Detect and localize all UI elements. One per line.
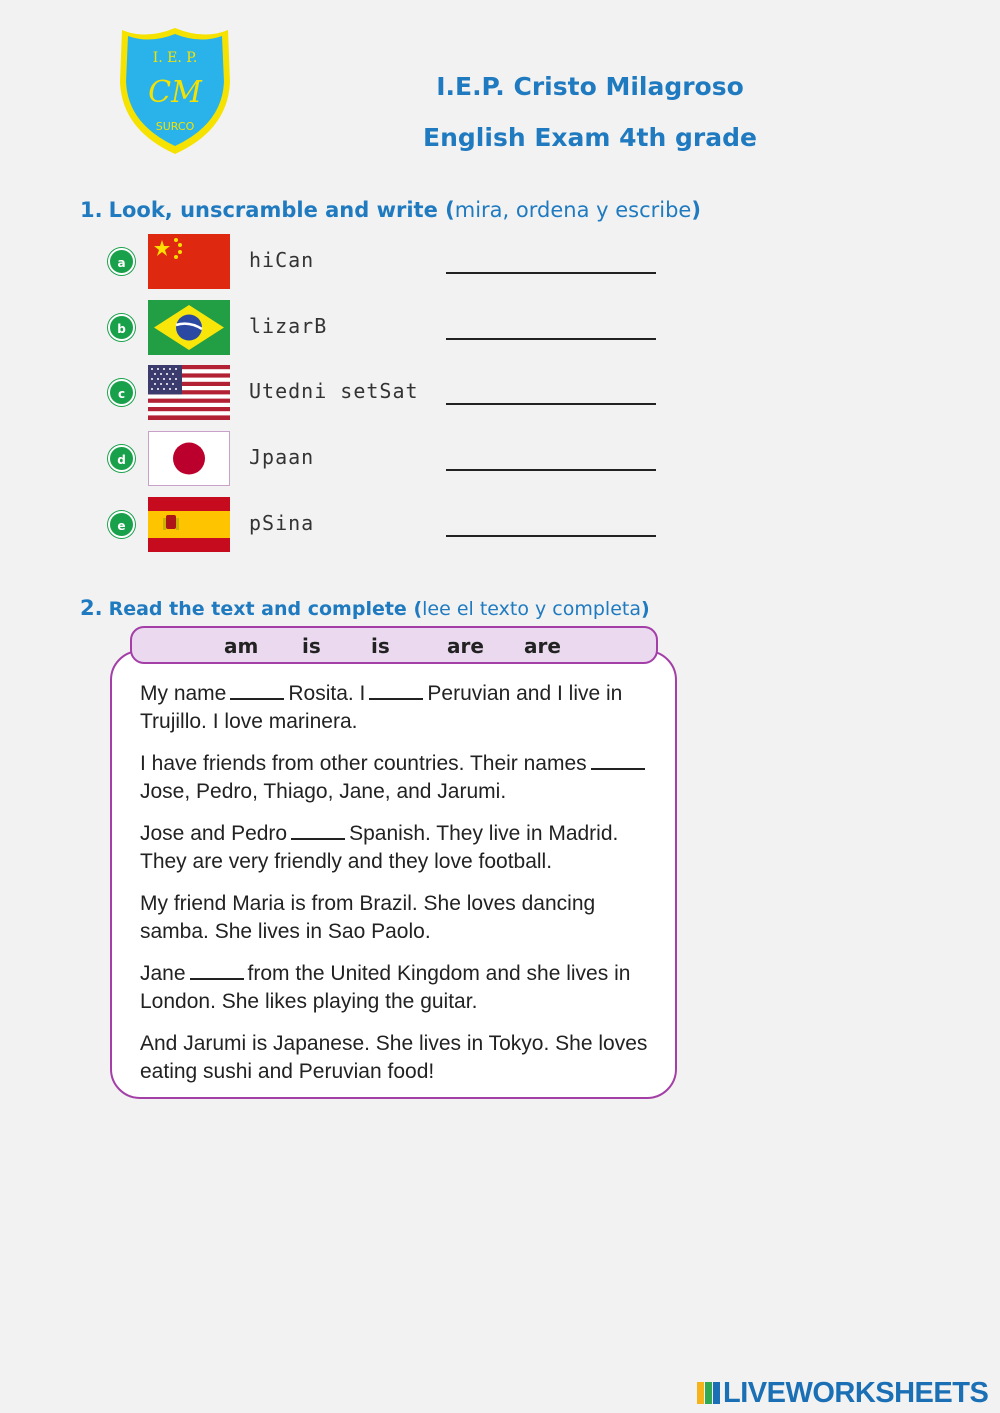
scrambled-word: Jpaan — [249, 445, 315, 469]
scrambled-word: lizarB — [249, 314, 328, 338]
scrambled-word: Utedni setSat — [249, 379, 419, 403]
word-bank — [130, 626, 658, 664]
word-bank-word: is — [371, 634, 390, 658]
word-bank-word: are — [524, 634, 561, 658]
liveworksheets-mark-icon — [697, 1380, 721, 1406]
item-letter-badge: d — [108, 445, 135, 472]
answer-field[interactable] — [446, 272, 656, 274]
scrambled-word: hiCan — [249, 248, 315, 272]
unscramble-item — [108, 234, 668, 290]
spain-flag-icon — [148, 497, 230, 552]
word-bank-word: am — [224, 634, 259, 658]
blank-field[interactable] — [230, 682, 284, 700]
unscramble-item — [108, 431, 668, 487]
item-letter-badge: c — [108, 379, 135, 406]
blank-field[interactable] — [591, 752, 645, 770]
china-flag-icon — [148, 234, 230, 289]
svg-text:I. E. P.: I. E. P. — [152, 50, 198, 66]
word-bank-word: are — [447, 634, 484, 658]
liveworksheets-wordmark: LIVEWORKSHEETS — [723, 1376, 989, 1409]
answer-field[interactable] — [446, 535, 656, 537]
unscramble-item — [108, 365, 668, 421]
paragraph-jarumi: And Jarumi is Japanese. She lives in Tokyo. She loves eating sushi and Peruvian food! — [140, 1032, 648, 1083]
svg-text:SURCO: SURCO — [155, 120, 195, 133]
paragraph-jose-pedro: Jose and Pedro Spanish. They live in Madrid. They are very friendly and they love football. — [140, 822, 619, 873]
blank-field[interactable] — [291, 822, 345, 840]
answer-field[interactable] — [446, 469, 656, 471]
item-letter-badge: e — [108, 511, 135, 538]
paragraph-jane: Jane from the United Kingdom and she lives in London. She likes playing the guitar. — [140, 962, 631, 1013]
paragraph-rosita: My name Rosita. I Peruvian and I live in Trujillo. I love marinera. — [140, 682, 623, 733]
paragraph-maria: My friend Maria is from Brazil. She loves dancing samba. She lives in Sao Paolo. — [140, 892, 596, 943]
blank-field[interactable] — [369, 682, 423, 700]
liveworksheets-logo — [697, 1378, 988, 1408]
japan-flag-icon — [148, 431, 230, 486]
unscramble-item — [108, 497, 668, 553]
exercise-1-title: 1. Look, unscramble and write (mira, ordena y escribe) — [80, 198, 701, 222]
school-name: I.E.P. Cristo Milagroso — [436, 72, 744, 101]
item-letter-badge: a — [108, 248, 135, 275]
brazil-flag-icon — [148, 300, 230, 355]
svg-text:CM: CM — [148, 75, 202, 110]
unscramble-item — [108, 300, 668, 356]
exam-title: English Exam 4th grade — [423, 123, 757, 152]
usa-flag-icon — [148, 365, 230, 420]
word-bank-word: is — [302, 634, 321, 658]
answer-field[interactable] — [446, 338, 656, 340]
item-letter-badge: b — [108, 314, 135, 341]
answer-field[interactable] — [446, 403, 656, 405]
blank-field[interactable] — [190, 962, 244, 980]
scrambled-word: pSina — [249, 511, 315, 535]
exercise-2-title: 2. Read the text and complete (lee el texto y completa) — [80, 596, 650, 620]
paragraph-friends: I have friends from other countries. Their namesJose, Pedro, Thiago, Jane, and Jarumi. — [140, 750, 660, 806]
